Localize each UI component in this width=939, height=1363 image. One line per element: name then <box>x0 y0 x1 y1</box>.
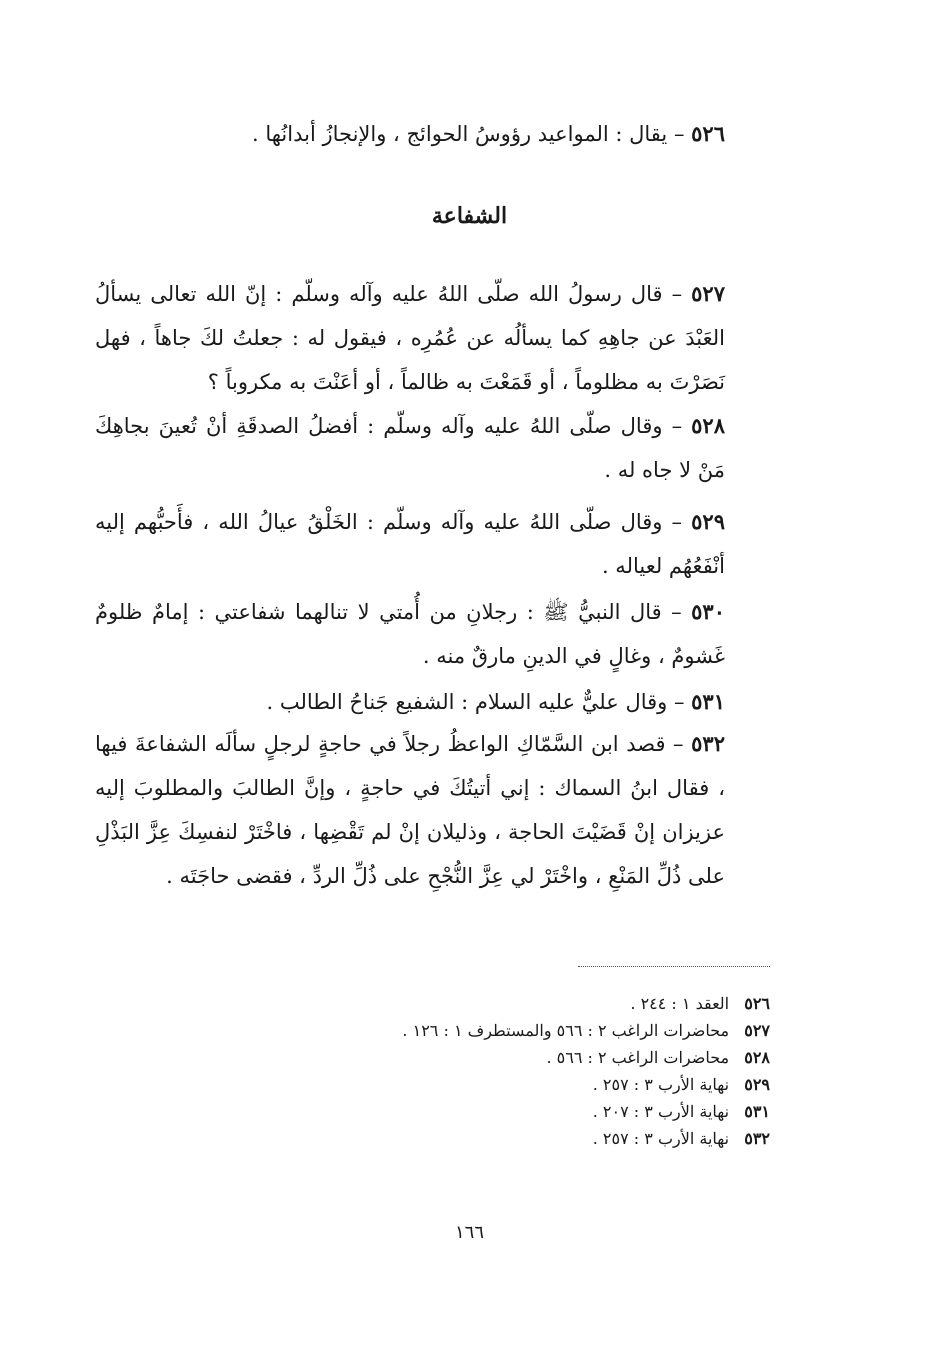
entry-number: ٥٣٢ <box>691 731 725 756</box>
page-number: ١٦٦ <box>454 1222 484 1243</box>
footnote-item <box>300 1125 770 1152</box>
footnote-item <box>300 1017 770 1044</box>
footnote-item <box>300 990 770 1017</box>
entry-number: ٥٢٩ <box>691 509 725 534</box>
footnote-number: ٥٢٧ <box>744 1021 770 1040</box>
footnote-text: نهاية الأرب ٣ : ٢٠٧ . <box>592 1102 730 1121</box>
footnote-number: ٥٣١ <box>744 1102 770 1121</box>
entry-number: ٥٢٧ <box>691 281 725 306</box>
entry-532: ٥٣٢ – قصد ابن السَّمّاكِ الواعظُ رجلاً في حاجةٍ لرجلٍ سألَه الشفاعةَ فيها ، فقال ابنُ السماك : إني أتيتُكَ في حاجةٍ ، وإنَّ الطالبَ والمطلوبَ إليه عزيزان إنْ قَضَيْتَ الحاجة ، وذليلان إنْ لم تَقْضِها ، فاخْتَرْ لنفسِكَ عِزَّ البَذْلِ على ذُلِّ المَنْعِ ، واخْتَرْ لي عِزَّ النُّجْحِ على ذُلِّ الردِّ ، فقضى حاجَتَه . <box>95 731 725 888</box>
entry-528: ٥٢٨ – وقال صلّى اللهُ عليه وآله وسلّم : أفضلُ الصدقَةِ أنْ تُعينَ بجاهِكَ مَنْ لا جاه له . <box>95 413 725 482</box>
entry-text: قال النبيُّ ﷺ : رجلانِ من أُمتي لا تنالهما شفاعتي : إمامٌ ظلومٌ غَشومٌ ، وغالٍ في الدينِ مارقٌ منه . <box>95 600 725 668</box>
entry-number: ٥٢٦ <box>691 121 725 146</box>
entry-530: ٥٣٠ – قال النبيُّ ﷺ : رجلانِ من أُمتي لا تنالهما شفاعتي : إمامٌ ظلومٌ غَشومٌ ، وغالٍ في الدينِ مارقٌ منه . <box>95 599 725 668</box>
footnote-item <box>300 1071 770 1098</box>
entry-text: قال رسولُ الله صلّى اللهُ عليه وآله وسلّم : إنّ الله تعالى يسألُ العَبْدَ عن جاهِهِ كما يسألُه عن عُمُرِه ، فيقول له : جعلتُ لكَ جاهاً ، فهل نَصَرْتَ به مظلوماً ، أو قَمَعْتَ به ظالماً ، أو أعَنْتَ به مكروباً ؟ <box>95 282 725 394</box>
footnotes <box>300 990 770 1152</box>
entry-text: يقال : المواعيد رؤوسُ الحوائج ، والإنجازُ أبدانُها . <box>251 122 668 146</box>
entry-text: وقال عليٌّ عليه السلام : الشفيع جَناحُ الطالب . <box>266 690 668 714</box>
entry-text: قصد ابن السَّمّاكِ الواعظُ رجلاً في حاجةٍ لرجلٍ سألَه الشفاعةَ فيها ، فقال ابنُ السماك : إني أتيتُكَ في حاجةٍ ، وإنَّ الطالبَ والمطلوبَ إليه عزيزان إنْ قَضَيْتَ الحاجة ، وذليلان إنْ لم تَقْضِها ، فاخْتَرْ لنفسِكَ عِزَّ البَذْلِ على ذُلِّ المَنْعِ ، واخْتَرْ لي عِزَّ النُّجْحِ على ذُلِّ الردِّ ، فقضى حاجَتَه . <box>95 732 725 888</box>
entry-526: ٥٢٦ – يقال : المواعيد رؤوسُ الحوائج ، والإنجازُ أبدانُها . <box>251 121 725 146</box>
footnote-item <box>300 1044 770 1071</box>
entry-529: ٥٢٩ – وقال صلّى اللهُ عليه وآله وسلّم : الخَلْقُ عيالُ الله ، فأَحبُّهم إليه أنْفَعُهُم لعياله . <box>95 509 725 578</box>
footnote-item <box>300 1098 770 1125</box>
entry-number: ٥٣٠ <box>691 599 725 624</box>
footnote-number: ٥٢٨ <box>744 1048 770 1067</box>
entry-text: وقال صلّى اللهُ عليه وآله وسلّم : الخَلْقُ عيالُ الله ، فأَحبُّهم إليه أنْفَعُهُم لعياله . <box>95 510 725 578</box>
footnote-text: نهاية الأرب ٣ : ٢٥٧ . <box>592 1075 730 1094</box>
entry-531: ٥٣١ – وقال عليٌّ عليه السلام : الشفيع جَناحُ الطالب . <box>266 689 725 714</box>
footnote-number: ٥٢٦ <box>744 994 770 1013</box>
footnote-text: العقد ١ : ٢٤٤ . <box>630 994 730 1013</box>
section-heading: الشفاعة <box>431 203 508 229</box>
entry-number: ٥٣١ <box>691 689 725 714</box>
entry-text: وقال صلّى اللهُ عليه وآله وسلّم : أفضلُ الصدقَةِ أنْ تُعينَ بجاهِكَ مَنْ لا جاه له . <box>95 414 725 482</box>
entry-number: ٥٢٨ <box>691 413 725 438</box>
footnote-divider <box>578 966 770 967</box>
footnote-text: نهاية الأرب ٣ : ٢٥٧ . <box>592 1129 730 1148</box>
footnote-number: ٥٢٩ <box>744 1075 770 1094</box>
footnote-text: محاضرات الراغب ٢ : ٥٦٦ . <box>546 1048 730 1067</box>
footnote-number: ٥٣٢ <box>744 1129 770 1148</box>
footnote-text: محاضرات الراغب ٢ : ٥٦٦ والمستطرف ١ : ١٢٦ . <box>402 1021 730 1040</box>
entry-527: ٥٢٧ – قال رسولُ الله صلّى اللهُ عليه وآله وسلّم : إنّ الله تعالى يسألُ العَبْدَ عن جاهِهِ كما يسألُه عن عُمُرِه ، فيقول له : جعلتُ لكَ جاهاً ، فهل نَصَرْتَ به مظلوماً ، أو قَمَعْتَ به ظالماً ، أو أعَنْتَ به مكروباً ؟ <box>95 281 725 394</box>
